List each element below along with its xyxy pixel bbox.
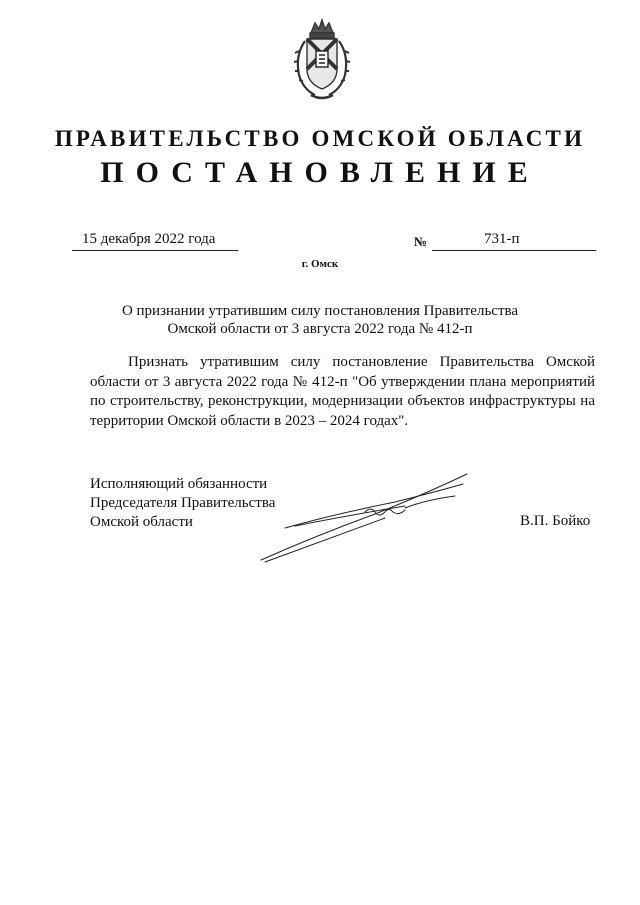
signatory-position	[90, 475, 275, 532]
document-body: Признать утратившим силу постановление Правительства Омской области от 3 августа 2022 года № 412-п "Об утверждении плана мероприятий по строительству, реконструкции, модернизации объектов инфраструктуры на территории Омской области в 2023 – 2024 годах".	[90, 354, 595, 429]
document-subject: О признании утратившим силу постановления Правительства Омской области от 3 августа 2022 года № 412-п	[121, 303, 519, 337]
document-number: 731-п	[484, 231, 520, 247]
government-title: ПРАВИТЕЛЬСТВО ОМСКОЙ ОБЛАСТИ	[54, 126, 586, 151]
position-line-3: Омской области	[90, 514, 193, 530]
coat-of-arms-icon	[293, 17, 351, 101]
position-line-1: Исполняющий обязанности	[90, 476, 268, 492]
document-date: 15 декабря 2022 года	[82, 231, 216, 247]
document-type: ПОСТАНОВЛЕНИЕ	[100, 156, 540, 189]
handwritten-signature	[255, 466, 475, 566]
signer-name: В.П. Бойко	[520, 513, 591, 529]
position-line-2: Председателя Правительства	[90, 495, 276, 511]
city-label: г. Омск	[301, 258, 339, 270]
number-label: №	[414, 234, 428, 249]
